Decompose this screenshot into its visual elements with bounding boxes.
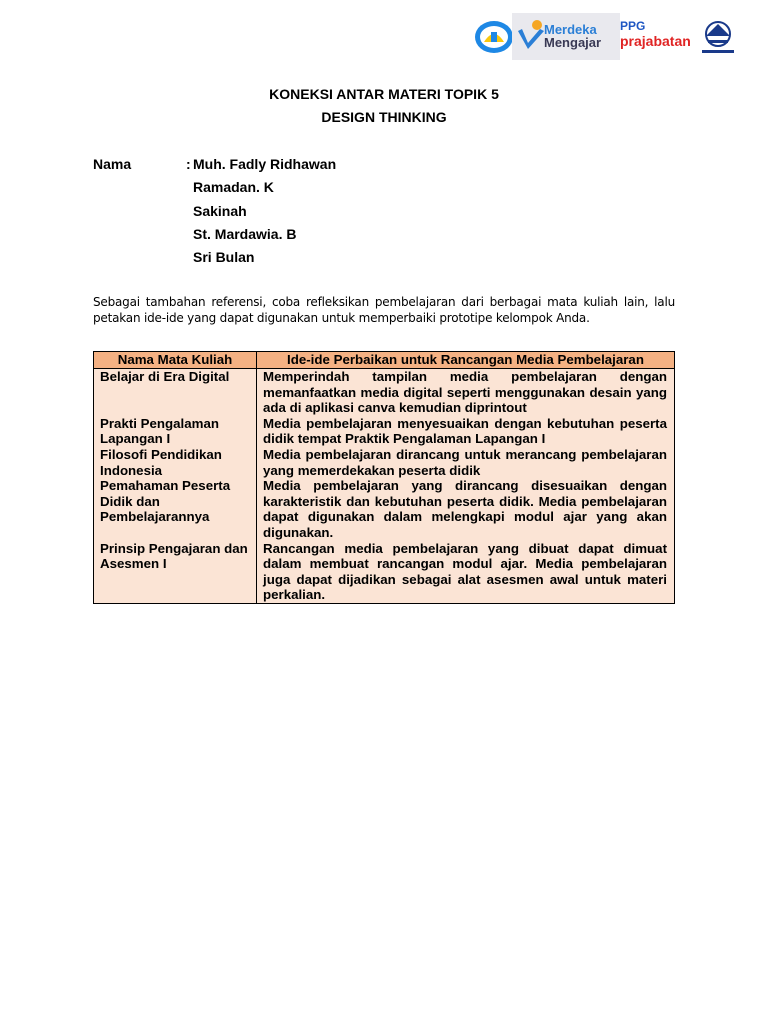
name-item: Ramadan. K	[193, 179, 274, 196]
table-header-row	[94, 352, 675, 369]
name-item: Muh. Fadly Ridhawan	[193, 156, 337, 172]
document-subtitle: DESIGN THINKING	[321, 109, 447, 125]
name-item: Sakinah	[193, 202, 247, 219]
tut-wuri-handayani-logo-icon	[474, 20, 514, 54]
nama-label: Nama	[93, 156, 132, 172]
merdeka-mengajar-icon	[516, 19, 546, 55]
name-item: Sri Bulan	[193, 249, 255, 266]
table-row	[94, 478, 675, 540]
university-logo-icon	[698, 18, 738, 58]
name-item: St. Mardawia. B	[193, 225, 297, 242]
course-cell: Belajar di Era Digital	[94, 369, 257, 416]
idea-cell: Media pembelajaran menyesuaikan dengan kebutuhan peserta didik tempat Praktik Pengalaman Lapangan I	[257, 416, 675, 447]
table-row	[94, 369, 675, 416]
course-cell: Pemahaman Peserta Didik dan Pembelajarannya	[94, 478, 257, 540]
idea-cell: Memperindah tampilan media pembelajaran dengan memanfaatkan media digital seperti menggunakan desain yang ada di aplikasi canva kemudian diprintout	[257, 369, 675, 416]
ppg-prajabatan-logo	[620, 20, 692, 54]
course-cell: Prinsip Pengajaran dan Asesmen I	[94, 541, 257, 604]
header-logos	[474, 12, 740, 60]
merdeka-mengajar-logo	[512, 13, 620, 60]
idea-cell: Media pembelajaran dirancang untuk merancang pembelajaran yang memerdekakan peserta didik	[257, 447, 675, 478]
idea-cell: Rancangan media pembelajaran yang dibuat dapat dimuat dalam membuat rancangan modul ajar. Media pembelajaran juga dapat dijadikan sebagai alat asesmen awal untuk materi perkalian.	[257, 541, 675, 604]
document-title: KONEKSI ANTAR MATERI TOPIK 5	[269, 86, 499, 102]
course-cell: Prakti Pengalaman Lapangan I	[94, 416, 257, 447]
merdeka-text: Merdeka	[544, 22, 597, 37]
course-cell: Filosofi Pendidikan Indonesia	[94, 447, 257, 478]
column-header-course: Nama Mata Kuliah	[94, 352, 257, 369]
idea-cell: Media pembelajaran yang dirancang disesuaikan dengan karakteristik dan kebutuhan peserta didik. Media pembelajaran dapat digunakan dalam melengkapi modul ajar yang akan digunakan.	[257, 478, 675, 540]
table-row	[94, 541, 675, 604]
prajabatan-text: prajabatan	[620, 33, 691, 49]
table-row	[94, 416, 675, 447]
reflection-table	[93, 351, 675, 604]
ppg-text: PPG	[620, 19, 646, 33]
nama-colon: :	[186, 156, 191, 172]
column-header-idea: Ide-ide Perbaikan untuk Rancangan Media Pembelajaran	[257, 352, 675, 369]
intro-paragraph: Sebagai tambahan referensi, coba refleksikan pembelajaran dari berbagai mata kuliah lain, lalu petakan ide-ide yang dapat digunakan untuk memperbaiki prototipe kelompok Anda.	[93, 295, 675, 325]
mengajar-text: Mengajar	[544, 35, 602, 50]
table-row	[94, 447, 675, 478]
names-list	[193, 156, 336, 272]
